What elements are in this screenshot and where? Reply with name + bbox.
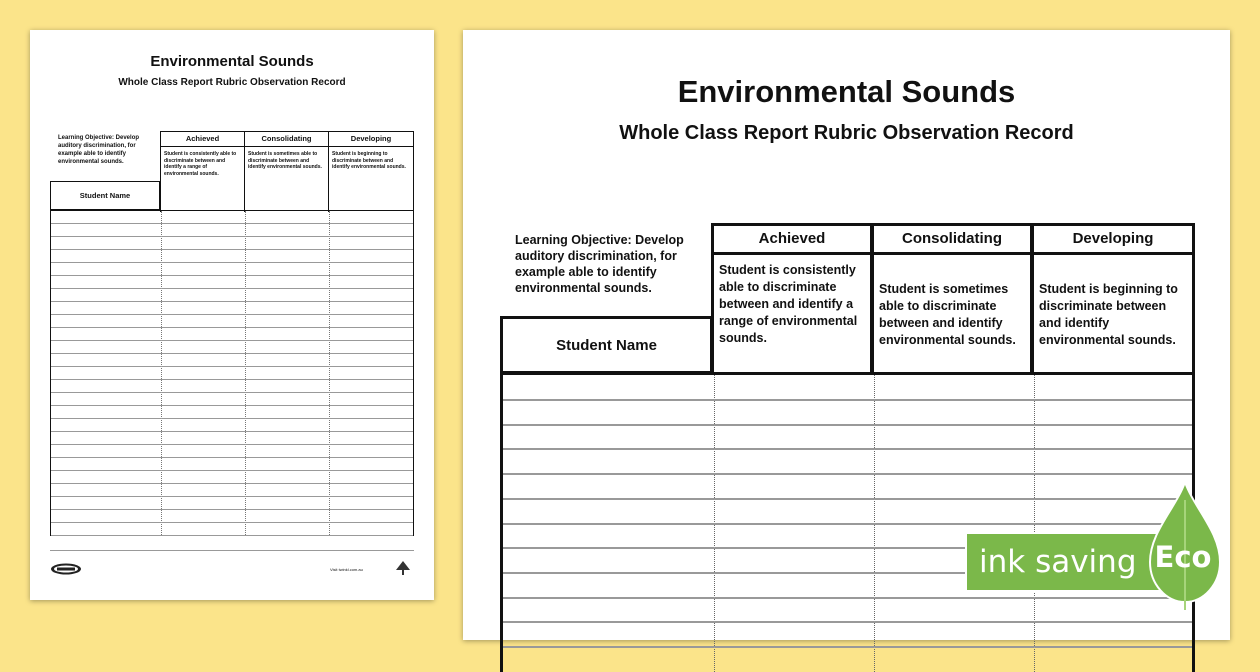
- table-row-line: [51, 223, 413, 224]
- table-row-line: [503, 424, 1192, 426]
- table-row-line: [51, 275, 413, 276]
- table-row-line: [51, 431, 413, 432]
- table-row-line: [51, 392, 413, 393]
- table-row-line: [51, 457, 413, 458]
- table-row-line: [503, 473, 1192, 475]
- page-subtitle: Whole Class Report Rubric Observation Record: [118, 77, 346, 88]
- column-description: Student is beginning to discriminate between and identify environmental sounds.: [1039, 282, 1178, 347]
- column-heading: Developing: [329, 132, 413, 147]
- student-rows-table: [50, 210, 414, 536]
- column-description: Student is consistently able to discriminate between and identify a range of environmental sounds.: [719, 263, 858, 345]
- column-divider: [245, 211, 246, 535]
- table-row-line: [503, 399, 1192, 401]
- table-row-line: [51, 327, 413, 328]
- column-heading: Developing: [1034, 226, 1192, 255]
- table-row-line: [51, 509, 413, 510]
- page-title: Environmental Sounds: [150, 53, 314, 70]
- table-row-line: [503, 621, 1192, 623]
- table-row-line: [51, 535, 413, 536]
- column-heading: Consolidating: [874, 226, 1030, 255]
- column-description: Student is consistently able to discriminate between and identify a range of environmental sounds.: [164, 151, 237, 177]
- footer-divider: [50, 550, 414, 551]
- tree-logo-icon: [394, 560, 412, 576]
- table-row-line: [51, 379, 413, 380]
- column-consolidating: [871, 223, 1033, 375]
- table-row-line: [503, 646, 1192, 648]
- footer-text: Visit twinkl.com.au: [330, 567, 363, 572]
- table-row-line: [51, 249, 413, 250]
- table-row-line: [51, 301, 413, 302]
- table-row-line: [51, 405, 413, 406]
- column-heading: Consolidating: [245, 132, 328, 147]
- column-heading: Achieved: [161, 132, 244, 147]
- column-heading: Achieved: [714, 226, 870, 255]
- ink-saving-eco-badge: [965, 480, 1260, 610]
- table-row-line: [51, 340, 413, 341]
- column-divider: [161, 211, 162, 535]
- table-row-line: [51, 483, 413, 484]
- table-row-line: [51, 353, 413, 354]
- ink-saving-label: ink saving: [979, 544, 1137, 580]
- table-row-line: [51, 314, 413, 315]
- table-row-line: [51, 444, 413, 445]
- table-row-line: [51, 418, 413, 419]
- page-subtitle: Whole Class Report Rubric Observation Record: [619, 122, 1074, 144]
- column-description: Student is beginning to discriminate between and identify environmental sounds.: [332, 151, 406, 170]
- table-row-line: [51, 366, 413, 367]
- table-row-line: [51, 236, 413, 237]
- thumbnail-page: [30, 30, 434, 600]
- table-row-line: [51, 496, 413, 497]
- column-consolidating: [244, 131, 329, 212]
- student-name-header: Student Name: [500, 316, 713, 374]
- table-row-line: [51, 522, 413, 523]
- student-name-header: Student Name: [50, 181, 160, 210]
- column-achieved: [160, 131, 245, 212]
- eco-label: Eco: [1154, 540, 1212, 574]
- twinkl-logo-icon: [50, 563, 82, 575]
- column-divider: [329, 211, 330, 535]
- column-developing: [1031, 223, 1195, 375]
- page-title: Environmental Sounds: [677, 74, 1016, 109]
- column-description: Student is sometimes able to discriminate between and identify environmental sounds.: [248, 151, 322, 170]
- table-row-line: [51, 470, 413, 471]
- column-achieved: [711, 223, 873, 375]
- table-row-line: [503, 448, 1192, 450]
- table-row-line: [51, 262, 413, 263]
- learning-objective: Learning Objective: Develop auditory discrimination, for example able to identify environmental sounds.: [58, 135, 140, 165]
- column-developing: [328, 131, 414, 212]
- learning-objective: Learning Objective: Develop auditory discrimination, for example able to identify environmental sounds.: [515, 233, 684, 295]
- column-description: Student is sometimes able to discriminate between and identify environmental sounds.: [879, 282, 1016, 347]
- table-row-line: [51, 288, 413, 289]
